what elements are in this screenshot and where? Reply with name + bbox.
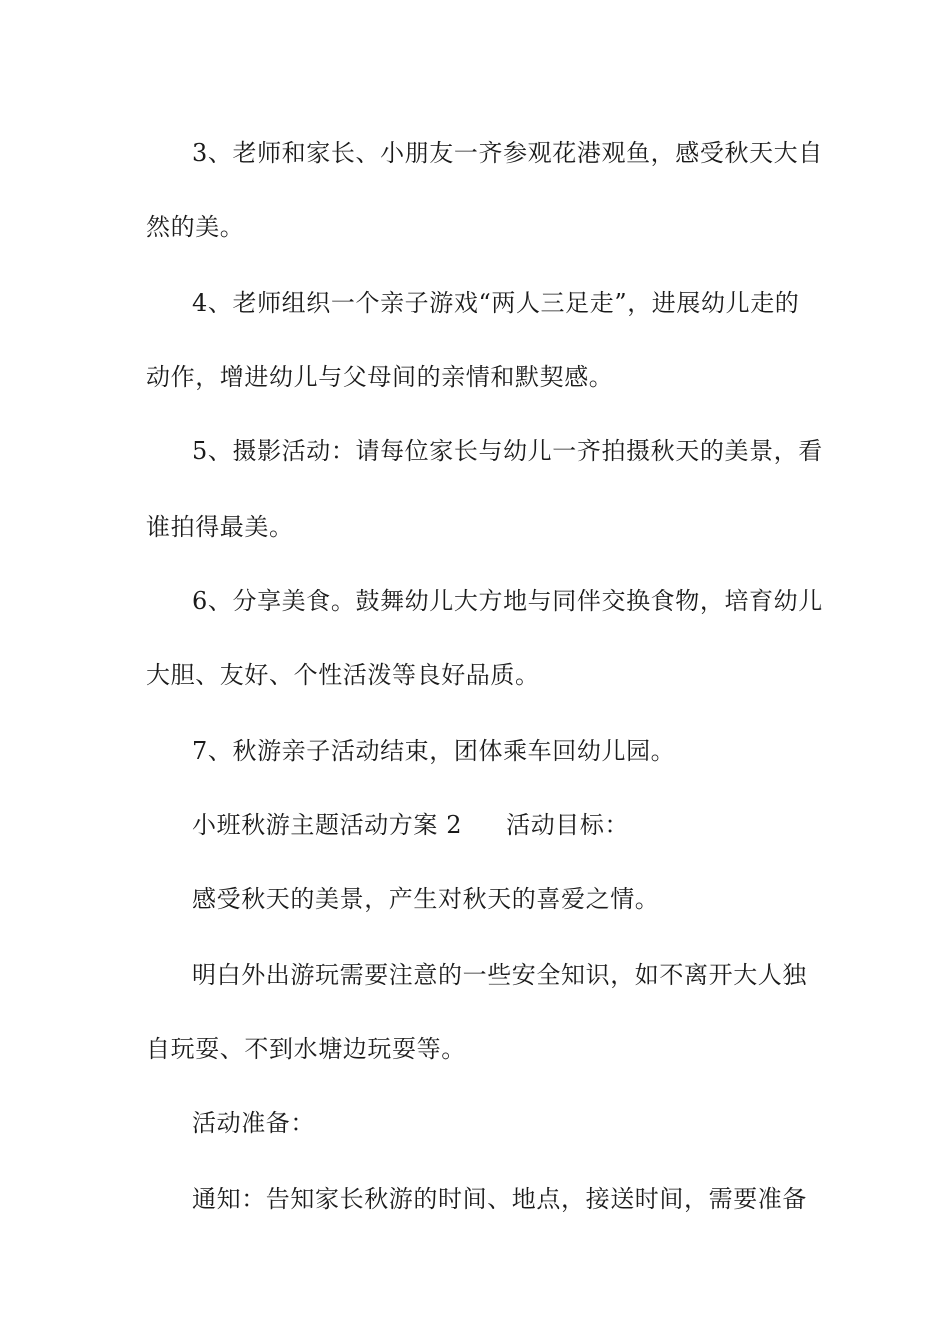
text-line: 然的美。 [146, 213, 245, 241]
section-subheading: 活动准备： [192, 1109, 315, 1137]
section-heading-line [192, 810, 816, 840]
text-line: 3、老师和家长、小朋友一齐参观花港观鱼，感受秋天大自 [192, 139, 823, 167]
section-subheading: 活动目标： [506, 811, 630, 839]
text-line: 自玩耍、不到水塘边玩耍等。 [146, 1035, 466, 1063]
text-line: 7、秋游亲子活动结束，团体乘车回幼儿园。 [192, 737, 676, 765]
text-line: 通知：告知家长秋游的时间、地点，接送时间，需要准备 [192, 1185, 807, 1213]
text-line: 大胆、友好、个性活泼等良好品质。 [146, 661, 540, 689]
text-line: 感受秋天的美景，产生对秋天的喜爱之情。 [192, 885, 660, 913]
text-line: 5、摄影活动：请每位家长与幼儿一齐拍摄秋天的美景，看 [192, 437, 823, 465]
text-line: 6、分享美食。鼓舞幼儿大方地与同伴交换食物，培育幼儿 [192, 587, 823, 615]
section-title: 小班秋游主题活动方案 2 [192, 811, 463, 839]
text-line: 4、老师组织一个亲子游戏“两人三足走”，进展幼儿走的 [192, 289, 800, 317]
text-line: 谁拍得最美。 [146, 513, 294, 541]
text-line: 动作，增进幼儿与父母间的亲情和默契感。 [146, 363, 614, 391]
text-line: 明白外出游玩需要注意的一些安全知识，如不离开大人独 [192, 961, 807, 989]
